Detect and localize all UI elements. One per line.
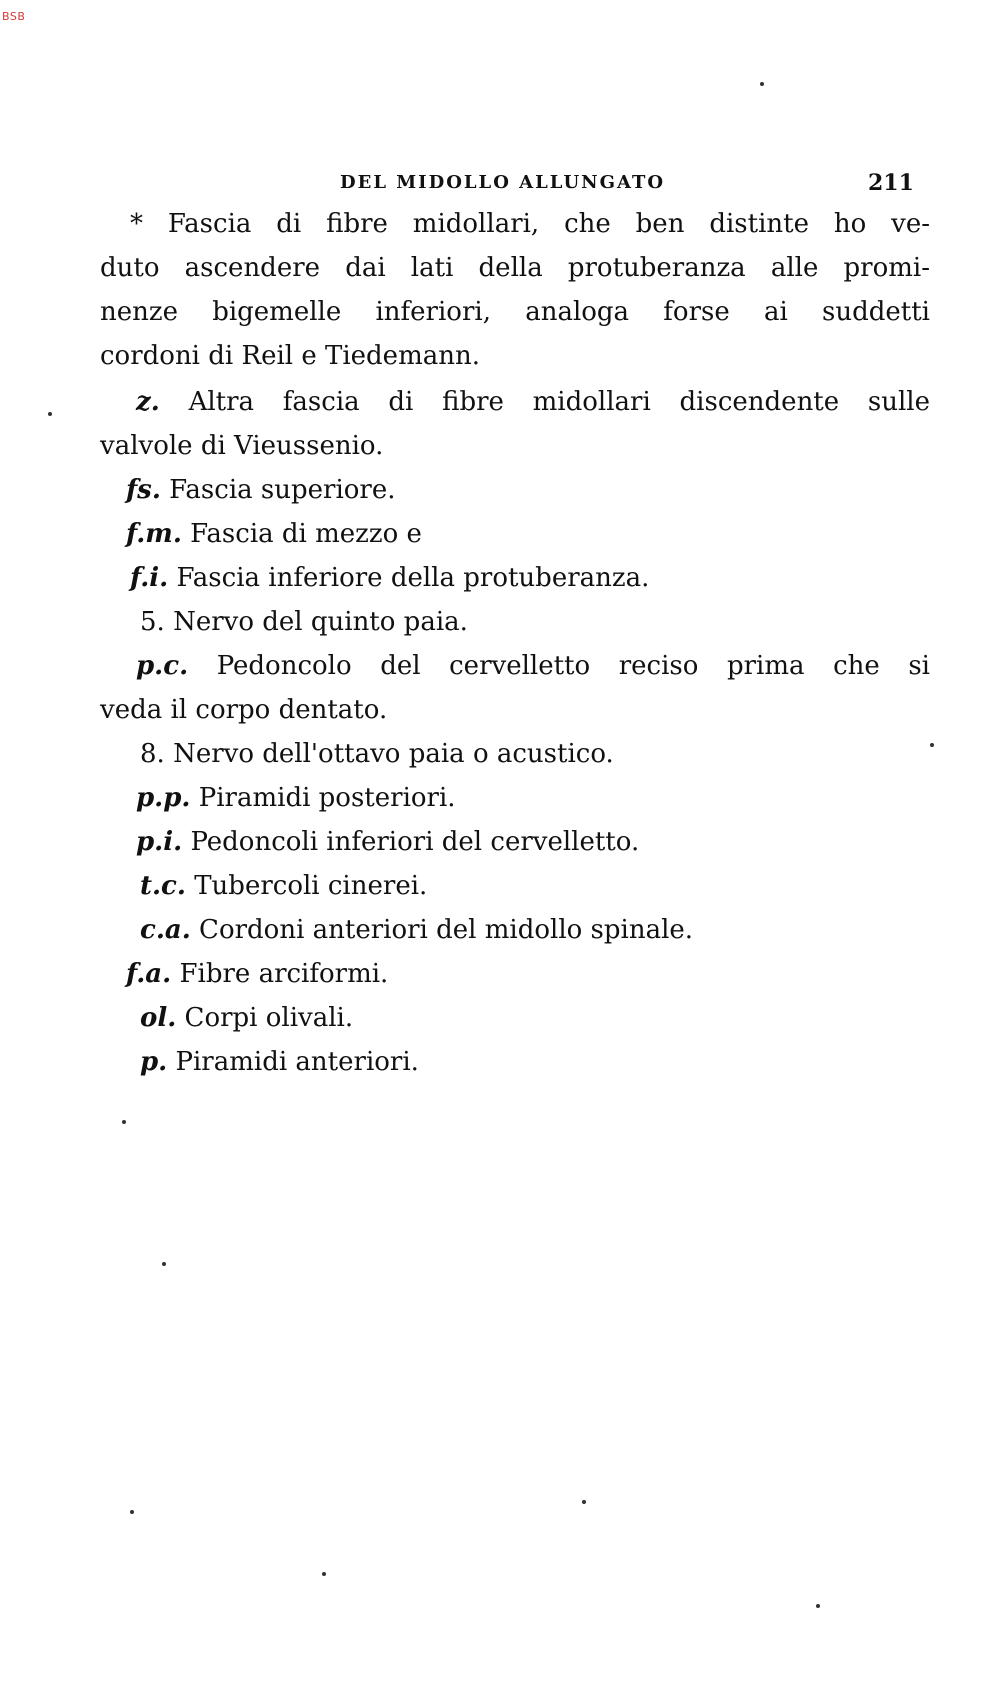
scan-speck [162,1262,166,1266]
scan-speck [760,82,764,86]
legend-text: Altra fascia di fibre midollari discendente sulle [188,387,930,417]
legend-abbr: p.c. [136,651,189,681]
page-number: 211 [868,170,914,196]
legend-abbr: 8. [140,739,165,769]
scan-speck [582,1500,586,1504]
legend-text: Tubercoli cinerei. [194,871,428,901]
scan-speck [122,1120,126,1124]
legend-abbr: p. [140,1047,168,1077]
scan-speck [816,1604,820,1608]
legend-entry-continuation [100,694,387,726]
legend-abbr: p.p. [136,783,191,813]
scan-speck [322,1572,326,1576]
legend-entry-z [136,386,930,418]
scan-speck [48,412,52,416]
legend-abbr: 5. [140,607,165,637]
running-head: DEL MIDOLLO ALLUNGATO [340,172,666,193]
legend-text: Cordoni anteriori del midollo spinale. [199,915,694,945]
legend-text: veda il corpo dentato. [100,695,388,725]
legend-text: Fascia di mezzo e [190,519,422,549]
paragraph-line: cordoni di Reil e Tiedemann. [100,341,480,371]
legend-text: Fascia inferiore della protuberanza. [176,563,650,593]
paragraph-line: duto ascendere dai lati della protuberanza alle promi- [100,253,930,283]
legend-text: Fascia superiore. [169,475,396,505]
legend-entry [136,782,456,814]
legend-abbr: z. [136,387,160,417]
paragraph-line: * Fascia di fibre midollari, che ben distinte ho ve- [130,209,930,239]
legend-entry [136,826,639,858]
legend-entry [126,958,388,990]
legend-abbr: c.a. [140,915,191,945]
legend-entry [130,562,649,594]
legend-entry [140,606,468,638]
legend-entry [140,1046,419,1078]
legend-text: Piramidi posteriori. [198,783,456,813]
legend-entry [126,474,396,506]
legend-entry [140,914,693,946]
legend-abbr: ol. [140,1003,177,1033]
paragraph-line: nenze bigemelle inferiori, analoga forse ai suddetti [100,297,930,327]
legend-entry [126,518,422,550]
legend-entry [140,1002,353,1034]
legend-abbr: f.m. [126,519,182,549]
legend-abbr: f.a. [126,959,172,989]
legend-text: Nervo del quinto paia. [173,607,468,637]
library-watermark: BSB [2,10,26,23]
legend-text: Corpi olivali. [184,1003,354,1033]
scan-speck [130,1510,134,1514]
scan-speck [930,743,934,747]
legend-abbr: fs. [126,475,161,505]
legend-text: Nervo dell'ottavo paia o acustico. [173,739,614,769]
legend-abbr: t.c. [140,871,186,901]
legend-entry [140,870,427,902]
legend-text: Pedoncolo del cervelletto reciso prima che si [216,651,930,681]
legend-entry [136,650,930,682]
legend-text: Pedoncoli inferiori del cervelletto. [190,827,640,857]
legend-text: Fibre arciformi. [179,959,389,989]
legend-entry [140,738,614,770]
paragraph-line: valvole di Vieussenio. [100,431,384,461]
legend-text: Piramidi anteriori. [175,1047,419,1077]
legend-abbr: f.i. [130,563,169,593]
legend-abbr: p.i. [136,827,183,857]
